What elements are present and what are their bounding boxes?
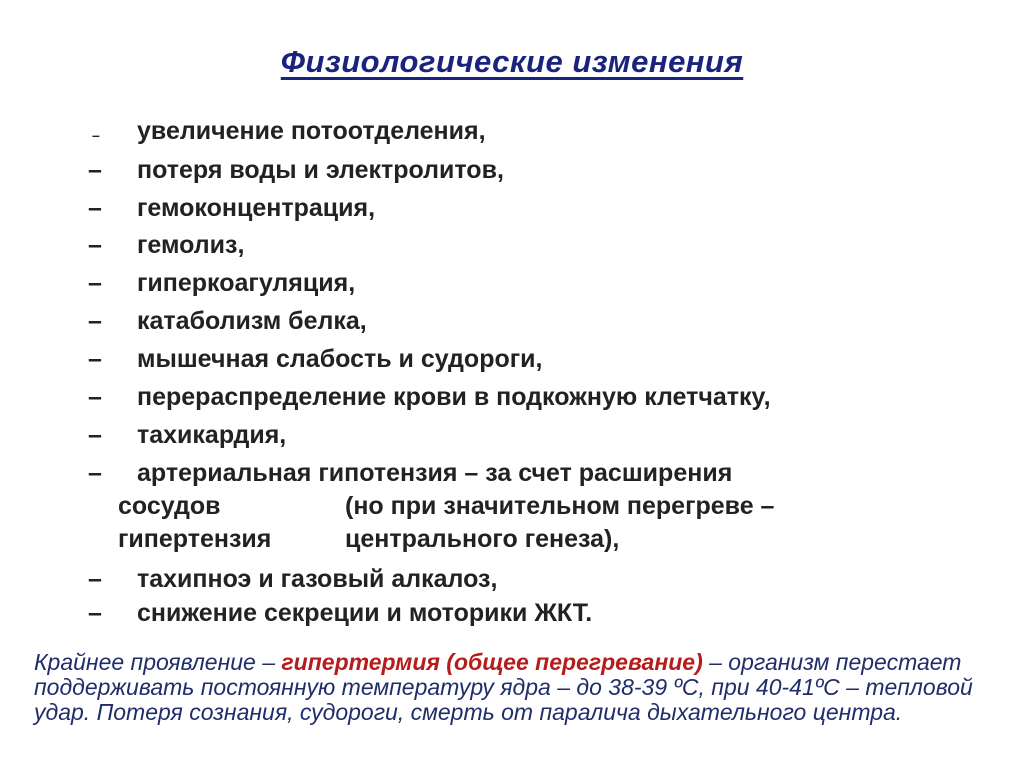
bullet-dash: –	[88, 307, 102, 335]
conclusion-paragraph	[34, 650, 1004, 725]
list-item-text: потеря воды и электролитов,	[137, 156, 504, 184]
bullet-dash: –	[88, 599, 102, 627]
list-item-text: перераспределение крови в подкожную клетчатку,	[137, 383, 771, 411]
list-item-text: тахикардия,	[137, 421, 287, 449]
conclusion-intro: Крайнее проявление –	[34, 649, 282, 675]
list-item-text: тахипноэ и газовый алкалоз,	[137, 565, 498, 593]
conclusion-body: – организм перестает поддерживать постоянную температуру ядра – до 38-39 ºС, при 40-41ºС – тепловой удар. Потеря сознания, судороги, смерть от паралича дыхательного центра.	[34, 649, 973, 725]
bullet-dash: –	[92, 127, 100, 143]
bullet-dash: –	[88, 194, 102, 222]
bullet-dash: –	[88, 231, 102, 259]
continuation-text: центрального генеза),	[345, 525, 620, 553]
list-item-text: увеличение потоотделения,	[137, 117, 486, 145]
bullet-dash: –	[88, 459, 102, 487]
list-item-text: катаболизм белка,	[137, 307, 367, 335]
bullet-dash: –	[88, 565, 102, 593]
list-item-text: снижение секреции и моторики ЖКТ.	[137, 599, 593, 627]
bullet-dash: –	[88, 156, 102, 184]
bullet-dash: –	[88, 421, 102, 449]
slide-title: Физиологические изменения	[280, 44, 744, 79]
list-item-text: артериальная гипотензия – за счет расширения	[137, 459, 733, 487]
list-item-text: гемоконцентрация,	[137, 194, 376, 222]
continuation-text: гипертензия	[118, 525, 272, 553]
continuation-text: сосудов	[118, 492, 221, 520]
continuation-text: (но при значительном перегреве –	[345, 492, 775, 520]
bullet-dash: –	[88, 345, 102, 373]
list-item-text: мышечная слабость и судороги,	[137, 345, 543, 373]
hyperthermia-term: гипертермия (общее перегревание)	[281, 649, 703, 675]
bullet-dash: –	[88, 383, 102, 411]
list-item-text: гемолиз,	[137, 231, 245, 259]
bullet-dash: –	[88, 269, 102, 297]
list-item-text: гиперкоагуляция,	[137, 269, 356, 297]
